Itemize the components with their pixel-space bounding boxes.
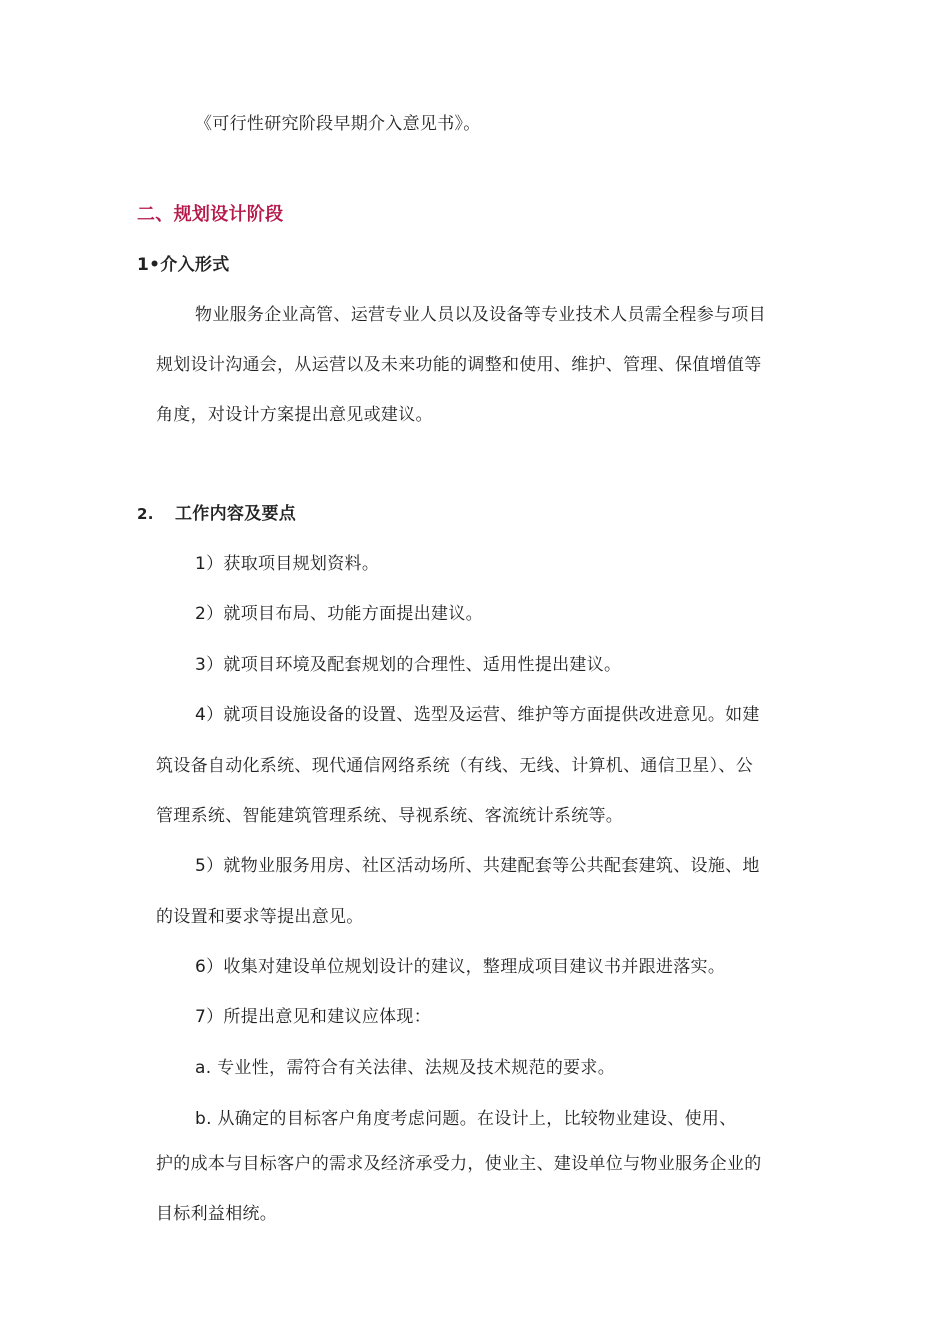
- list-item: 目标利益相统。: [156, 1204, 278, 1224]
- list-item: 6）收集对建设单位规划设计的建议，整理成项目建议书并跟进落实。: [195, 957, 726, 977]
- list-item: 5）就物业服务用房、社区活动场所、共建配套等公共配套建筑、设施、地: [195, 856, 760, 876]
- list-item: 的设置和要求等提出意见。: [156, 907, 364, 927]
- sub1-paragraph-line: 角度，对设计方案提出意见或建议。: [156, 405, 433, 425]
- list-item: 护的成本与目标客户的需求及经济承受力，使业主、建设单位与物业服务企业的: [156, 1154, 762, 1174]
- list-item: 筑设备自动化系统、现代通信网络系统（有线、无线、计算机、通信卫星）、公: [156, 756, 753, 776]
- list-item: 1）获取项目规划资料。: [195, 554, 380, 574]
- list-item: a. 专业性，需符合有关法律、法规及技术规范的要求。: [195, 1058, 616, 1078]
- intro-line: 《可行性研究阶段早期介入意见书》。: [195, 114, 481, 134]
- list-item: 管理系统、智能建筑管理系统、导视系统、客流统计系统等。: [156, 806, 624, 826]
- sub1-paragraph-line: 物业服务企业高管、运营专业人员以及设备等专业技术人员需全程参与项目: [195, 305, 766, 325]
- sub1-title: 1•介入形式: [137, 255, 230, 275]
- list-item: b. 从确定的目标客户角度考虑问题。在设计上，比较物业建设、使用、: [195, 1109, 737, 1129]
- list-item: 2）就项目布局、功能方面提出建议。: [195, 604, 483, 624]
- sub1-paragraph-line: 规划设计沟通会，从运营以及未来功能的调整和使用、维护、管理、保值增值等: [156, 355, 762, 375]
- section-title: 二、规划设计阶段: [137, 204, 284, 225]
- list-item: 7）所提出意见和建议应体现：: [195, 1007, 432, 1027]
- list-item: 4）就项目设施设备的设置、选型及运营、维护等方面提供改进意见。如建: [195, 705, 760, 725]
- list-item: 3）就项目环境及配套规划的合理性、适用性提出建议。: [195, 655, 622, 675]
- sub2-title: 工作内容及要点: [175, 504, 297, 524]
- sub2-number: 2.: [137, 505, 154, 523]
